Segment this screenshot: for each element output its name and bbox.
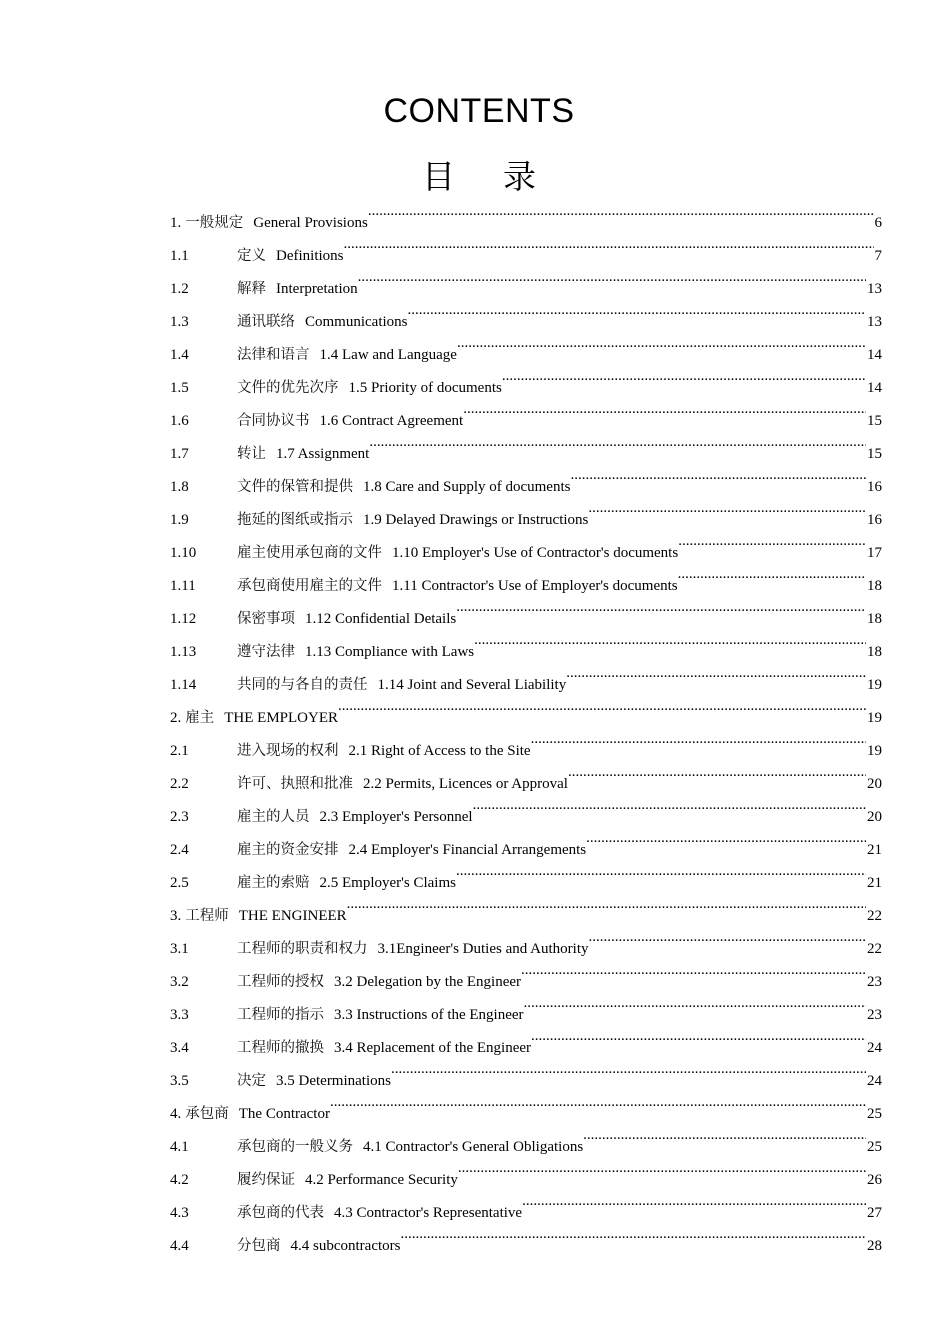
toc-entry-chinese-title: 许可、执照和批准 [237,776,353,792]
toc-entry-number: 4.1 [170,1139,189,1155]
toc-dot-leader [583,1118,866,1151]
toc-entry-number: 1.2 [170,281,189,297]
toc-entry-number: 1.7 [170,446,189,462]
toc-entry-chinese-title: 共同的与各自的责任 [237,677,368,693]
toc-entry-number: 2. [170,710,182,726]
toc-entry-english-title: 1.8 Care and Supply of documents [363,479,571,495]
toc-entry-chinese-title: 承包商 [185,1106,229,1122]
toc-entry-page-number: 19 [867,743,882,759]
toc-entry-number: 1.3 [170,314,189,330]
toc-dot-leader [588,491,866,524]
toc-entry-page-number: 20 [867,809,882,825]
toc-entry-number: 3.1 [170,941,189,957]
toc-entry-page-number: 18 [867,644,882,660]
toc-entry-page-number: 16 [867,512,882,528]
toc-dot-leader [566,656,866,689]
toc-dot-leader [586,821,866,854]
toc-entry-page-number: 18 [867,611,882,627]
toc-entry-english-title: 1.4 Law and Language [319,347,457,363]
toc-entry-page-number: 13 [867,314,882,330]
toc-entry-english-title: 2.2 Permits, Licences or Approval [363,776,568,792]
toc-dot-leader [678,524,866,557]
toc-entry-page-number: 20 [867,776,882,792]
toc-dot-leader [531,1019,866,1052]
toc-entry-number: 3. [170,908,182,924]
toc-entry-number: 1.11 [170,578,196,594]
toc-entry-page-number: 28 [867,1238,882,1254]
toc-entry-number: 1.4 [170,347,189,363]
toc-entry-page-number: 15 [867,446,882,462]
toc-entry-chinese-title: 定义 [237,248,266,264]
toc-entry-english-title: 2.5 Employer's Claims [319,875,456,891]
toc-dot-leader [330,1085,866,1118]
toc-entry-number: 2.1 [170,743,189,759]
toc-entry-chinese-title: 工程师的职责和权力 [237,941,368,957]
toc-entry-page-number: 27 [867,1205,882,1221]
toc-entry-chinese-title: 承包商的代表 [237,1205,324,1221]
toc-entry-number: 1.12 [170,611,197,627]
toc-dot-leader [473,788,866,821]
toc-entry-chinese-title: 文件的优先次序 [237,380,339,396]
toc-entry-number: 3.4 [170,1040,189,1056]
toc-entry-chinese-title: 文件的保管和提供 [237,479,353,495]
toc-entry-english-title: 4.4 subcontractors [290,1238,401,1254]
toc-entry-chinese-title: 雇主的资金安排 [237,842,339,858]
toc-entry-english-title: The Contractor [238,1106,330,1122]
toc-entry-chinese-title: 进入现场的权利 [237,743,339,759]
toc-entry-english-title: 2.4 Employer's Financial Arrangements [348,842,587,858]
toc-entry-english-title: Definitions [276,248,344,264]
toc-entry-chinese-title: 转让 [237,446,266,462]
toc-dot-leader [456,854,866,887]
toc-entry-page-number: 19 [867,677,882,693]
toc-entry-english-title: 1.6 Contract Agreement [319,413,464,429]
toc-entry-page-number: 15 [867,413,882,429]
toc-entry-english-title: 1.5 Priority of documents [348,380,502,396]
toc-dot-leader [522,1184,866,1217]
toc-entry-number: 1.9 [170,512,189,528]
toc-dot-leader [456,590,866,623]
toc-entry-chinese-title: 通讯联络 [237,314,295,330]
toc-entry-page-number: 21 [867,875,882,891]
toc-entry-chinese-title: 雇主使用承包商的文件 [237,545,382,561]
toc-entry-english-title: 1.10 Employer's Use of Contractor's documents [392,545,679,561]
toc-dot-leader [338,689,866,722]
toc-entry-english-title: 1.7 Assignment [276,446,370,462]
toc-entry-chinese-title: 承包商的一般义务 [237,1139,353,1155]
toc-entry-page-number: 21 [867,842,882,858]
toc-entry-page-number: 25 [867,1106,882,1122]
toc-entry-page-number: 6 [874,215,882,231]
toc-entry-number: 1.8 [170,479,189,495]
toc-entry-chinese-title: 合同协议书 [237,413,310,429]
toc-entry-number: 4. [170,1106,182,1122]
toc-entry-english-title: 4.2 Performance Security [305,1172,458,1188]
toc-entry-number: 2.5 [170,875,189,891]
toc-entry-number: 1.6 [170,413,189,429]
toc-entry-english-title: 1.14 Joint and Several Liability [377,677,567,693]
toc-entry-english-title: 2.3 Employer's Personnel [319,809,473,825]
toc-entry-chinese-title: 雇主 [185,710,215,726]
toc-entry-chinese-title: 承包商使用雇主的文件 [237,578,382,594]
toc-entry-english-title: Communications [305,314,408,330]
toc-entry-page-number: 23 [867,974,882,990]
toc-entry-chinese-title: 拖延的图纸或指示 [237,512,353,528]
toc-entry-number: 1.1 [170,248,189,264]
toc-entry-page-number: 24 [867,1040,882,1056]
toc-entry-number: 4.3 [170,1205,189,1221]
toc-entry-page-number: 25 [867,1139,882,1155]
toc-entry-english-title: General Provisions [253,215,368,231]
toc-entry-english-title: THE ENGINEER [238,908,347,924]
toc-entry-english-title: 1.13 Compliance with Laws [305,644,475,660]
table-of-contents [170,194,882,1254]
toc-dot-leader [458,1151,866,1184]
toc-dot-leader [408,293,867,326]
toc-entry-number: 3.3 [170,1007,189,1023]
toc-entry-chinese-title: 工程师 [185,908,229,924]
toc-entry-number: 1.10 [170,545,197,561]
toc-entry-chinese-title: 工程师的撤换 [237,1040,324,1056]
toc-entry-english-title: 1.9 Delayed Drawings or Instructions [363,512,589,528]
toc-dot-leader [678,557,866,590]
toc-entry-number: 3.5 [170,1073,189,1089]
toc-dot-leader [368,194,874,227]
toc-dot-leader [347,887,866,920]
toc-entry-chinese-title: 履约保证 [237,1172,295,1188]
contents-title-chinese: 目录 [422,157,584,196]
toc-entry-page-number: 16 [867,479,882,495]
toc-entry-english-title: 2.1 Right of Access to the Site [348,743,531,759]
toc-entry-chinese-title: 雇主的人员 [237,809,310,825]
toc-dot-leader [521,953,866,986]
toc-entry-chinese-title: 工程师的授权 [237,974,324,990]
toc-dot-leader [369,425,866,458]
toc-entry-number: 4.4 [170,1238,189,1254]
contents-title-english: CONTENTS [383,92,575,130]
toc-entry-page-number: 14 [867,380,882,396]
toc-dot-leader [531,722,866,755]
toc-entry-chinese-title: 解释 [237,281,266,297]
toc-entry-english-title: 3.1Engineer's Duties and Authority [377,941,589,957]
toc-dot-leader [524,986,866,1019]
toc-dot-leader [457,326,866,359]
toc-entry-page-number: 19 [867,710,882,726]
toc-entry-page-number: 24 [867,1073,882,1089]
toc-entry-number: 3.2 [170,974,189,990]
toc-entry-number: 2.2 [170,776,189,792]
toc-entry-number: 1.5 [170,380,189,396]
toc-entry-page-number: 22 [867,908,882,924]
toc-entry-chinese-title: 工程师的指示 [237,1007,324,1023]
toc-entry-chinese-title: 遵守法律 [237,644,295,660]
toc-entry-chinese-title: 雇主的索赔 [237,875,310,891]
toc-entry-chinese-title: 法律和语言 [237,347,310,363]
toc-dot-leader [391,1052,866,1085]
toc-entry-english-title: 1.12 Confidential Details [305,611,457,627]
toc-dot-leader [474,623,866,656]
toc-entry-page-number: 26 [867,1172,882,1188]
toc-entry-number: 1. [170,215,182,231]
toc-dot-leader [570,458,866,491]
toc-dot-leader [400,1217,866,1250]
toc-entry-page-number: 17 [867,545,882,561]
toc-entry-english-title: 3.2 Delegation by the Engineer [334,974,522,990]
toc-entry-english-title: 1.11 Contractor's Use of Employer's documents [392,578,678,594]
toc-entry-english-title: 3.4 Replacement of the Engineer [334,1040,532,1056]
toc-entry-english-title: 3.3 Instructions of the Engineer [334,1007,524,1023]
toc-entry-chinese-title: 决定 [237,1073,266,1089]
toc-entry-english-title: 4.3 Contractor's Representative [334,1205,523,1221]
toc-entry-page-number: 13 [867,281,882,297]
toc-entry-chinese-title: 保密事项 [237,611,295,627]
toc-entry-english-title: 3.5 Determinations [276,1073,391,1089]
toc-entry-page-number: 22 [867,941,882,957]
toc-dot-leader [502,359,866,392]
toc-entry-page-number: 23 [867,1007,882,1023]
toc-dot-leader [344,227,874,260]
toc-dot-leader [463,392,866,425]
toc-entry-number: 4.2 [170,1172,189,1188]
toc-entry-page-number: 7 [874,248,882,264]
toc-entry[interactable] [170,194,882,231]
toc-entry-english-title: Interpretation [276,281,358,297]
toc-entry-number: 2.4 [170,842,189,858]
toc-entry-english-title: 4.1 Contractor's General Obligations [363,1139,584,1155]
toc-dot-leader [358,260,866,293]
toc-entry-page-number: 18 [867,578,882,594]
toc-dot-leader [589,920,866,953]
toc-entry-chinese-title: 一般规定 [185,215,244,231]
toc-dot-leader [568,755,866,788]
toc-entry-number: 1.13 [170,644,197,660]
toc-entry-page-number: 14 [867,347,882,363]
toc-entry-number: 2.3 [170,809,189,825]
toc-entry-english-title: THE EMPLOYER [224,710,338,726]
toc-entry-chinese-title: 分包商 [237,1238,281,1254]
toc-entry-number: 1.14 [170,677,197,693]
